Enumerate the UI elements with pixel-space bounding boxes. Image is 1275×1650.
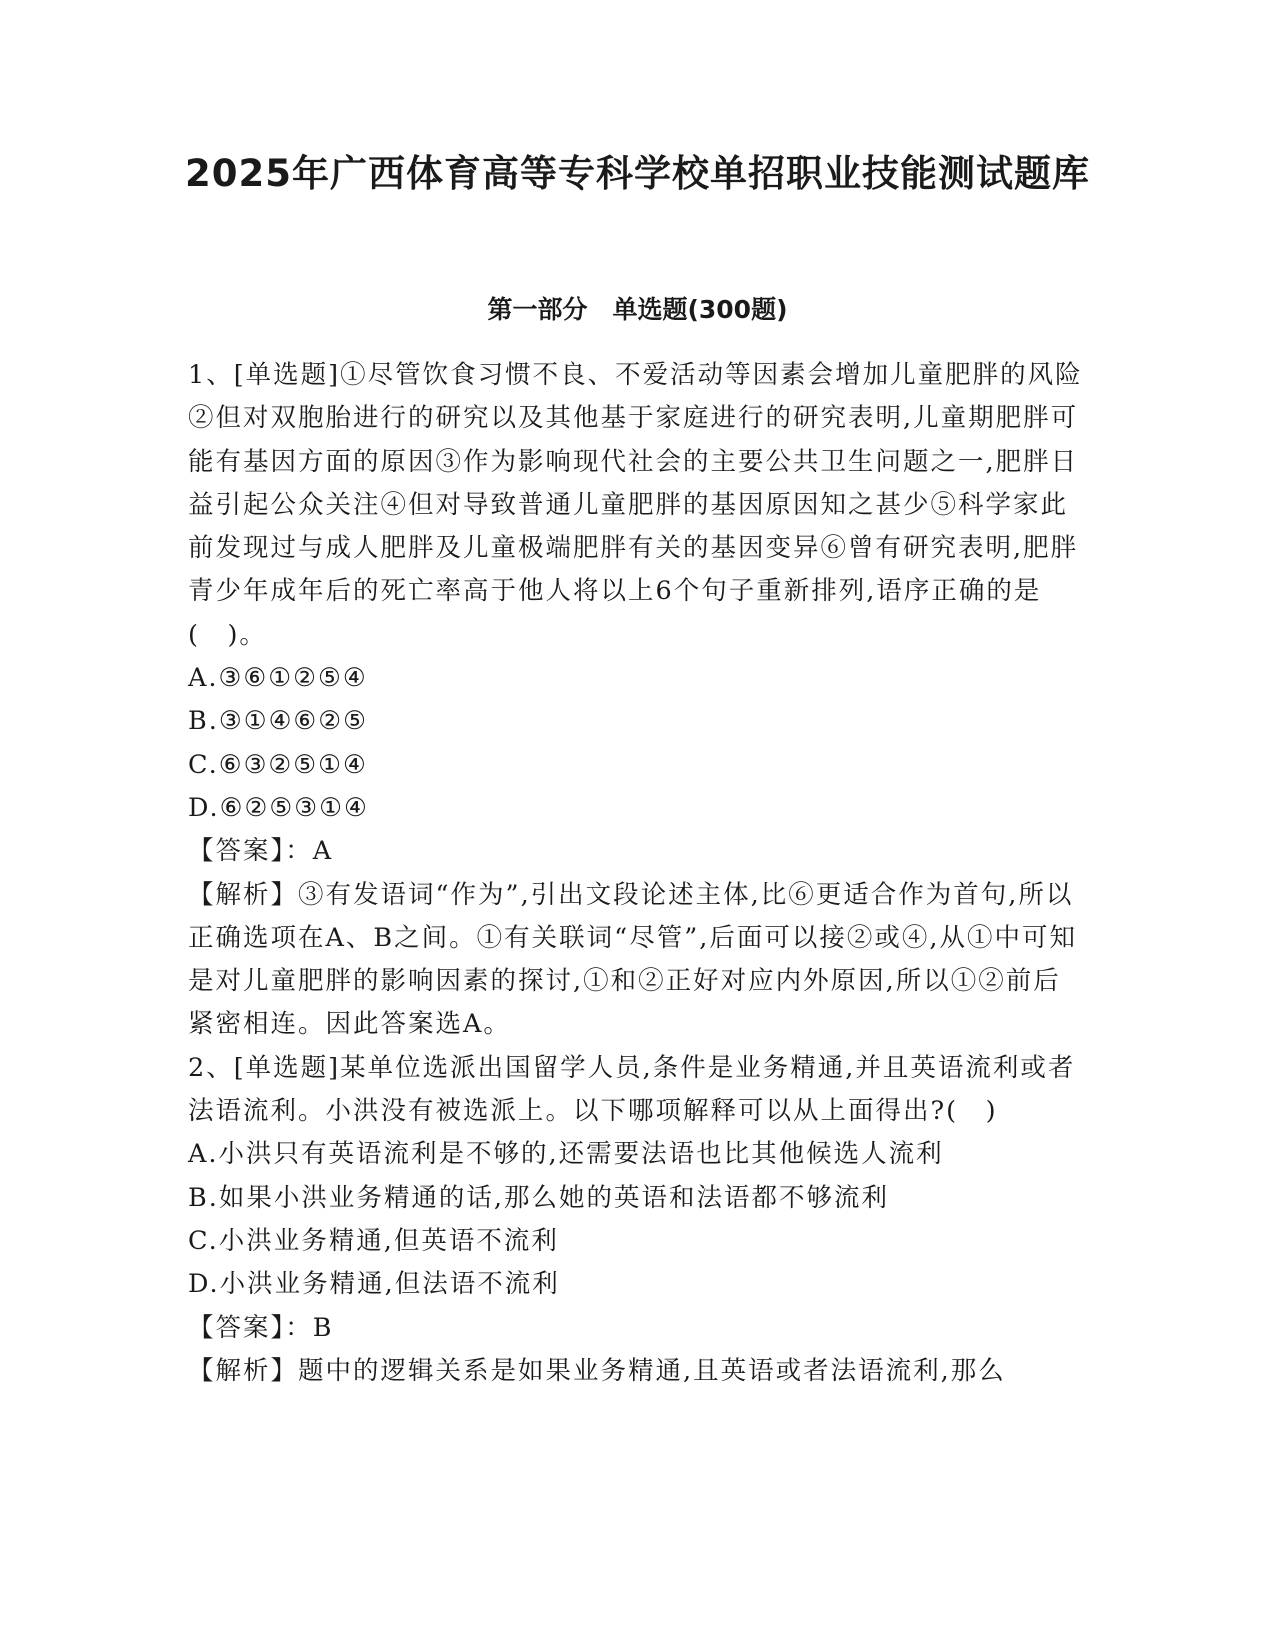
answer-line: 【答案】：B: [188, 1312, 334, 1343]
option-b: B.③①④⑥②⑤: [188, 706, 369, 737]
answer-line: 【答案】：A: [188, 836, 334, 867]
question-list: [188, 354, 1088, 1393]
option-d: D.⑥②⑤③①④: [188, 792, 369, 823]
option-b: B.如果小洪业务精通的话,那么她的英语和法语都不够流利: [188, 1182, 889, 1213]
document-title: 2025年广西体育高等专科学校单招职业技能测试题库: [185, 152, 1090, 195]
analysis-text: 【解析】③有发语词“作为”,引出文段论述主体,比⑥更适合作为首句,所以正确选项在A、B之间。①有关联词“尽管”,后面可以接②或④,从①中可知是对儿童肥胖的影响因素的探讨,①和②正好对应内外原因,所以①②前后紧密相连。因此答案选A。: [188, 879, 1077, 1040]
option-a: A.③⑥①②⑤④: [188, 663, 368, 694]
option-c: C.⑥③②⑤①④: [188, 749, 368, 780]
question-2: [188, 1047, 1088, 1393]
option-d: D.小洪业务精通,但法语不流利: [188, 1269, 560, 1300]
question-1: [188, 354, 1088, 1047]
option-a: A.小洪只有英语流利是不够的,还需要法语也比其他候选人流利: [188, 1139, 944, 1170]
section-title: 第一部分 单选题(300题): [487, 295, 788, 324]
question-stem: 2、[单选题]某单位选派出国留学人员,条件是业务精通,并且英语流利或者法语流利。小洪没有被选派上。以下哪项解释可以从上面得出?( ): [188, 1052, 1076, 1127]
option-c: C.小洪业务精通,但英语不流利: [188, 1225, 559, 1256]
question-stem: 1、[单选题]①尽管饮食习惯不良、不爱活动等因素会增加儿童肥胖的风险②但对双胞胎进行的研究以及其他基于家庭进行的研究表明,儿童期肥胖可能有基因方面的原因③作为影响现代社会的主要公共卫生问题之一,肥胖日益引起公众关注④但对导致普通儿童肥胖的基因原因知之甚少⑤科学家此前发现过与成人肥胖及儿童极端肥胖有关的基因变异⑥曾有研究表明,肥胖青少年成年后的死亡率高于他人将以上6个句子重新排列,语序正确的是( )。: [188, 360, 1083, 650]
analysis-text: 【解析】题中的逻辑关系是如果业务精通,且英语或者法语流利,那么: [188, 1355, 1006, 1386]
